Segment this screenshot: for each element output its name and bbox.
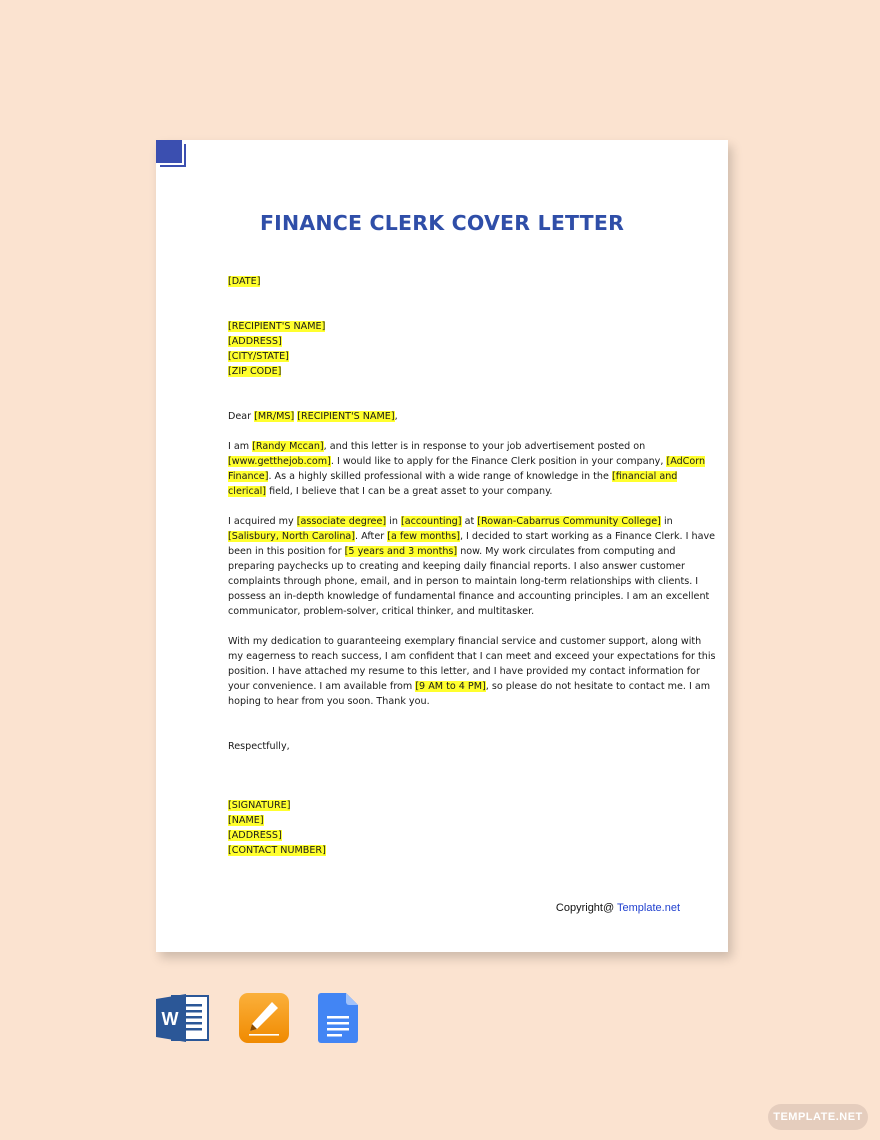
contact-placeholder: [CONTACT NUMBER] <box>228 845 326 856</box>
degree: [associate degree] <box>296 516 387 527</box>
pages-icon[interactable] <box>239 993 289 1043</box>
experience-length: [5 years and 3 months] <box>344 546 458 557</box>
letter-page <box>156 140 728 952</box>
name-placeholder: [NAME] <box>228 815 264 826</box>
paragraph-closing: With my dedication to guaranteeing exemplary financial service and customer support, along with my eagerness to reach success, I am confident that I can meet and exceed your expectations for this position. I have attached my resume to this letter, and I have provided my contact information for your convenience. I am available from [9 AM to 4 PM], so please do not hesitate to contact me. I am hoping to hear from you soon. Thank you. <box>228 636 716 707</box>
signature-placeholder: [SIGNATURE] <box>228 800 291 811</box>
letter-body <box>228 274 716 858</box>
availability: [9 AM to 4 PM] <box>415 681 486 692</box>
major: [accounting] <box>400 516 462 527</box>
address-placeholder: [ADDRESS] <box>228 830 282 841</box>
svg-text:W: W <box>161 1009 179 1029</box>
paragraph-intro: I am [Randy Mccan], and this letter is in response to your job advertisement posted on [www.getthejob.com]. I would like to apply for the Finance Clerk position in your company, [AdCorn Finance]. As a highly skilled professional with a wide range of knowledge in the [financial and clerical] field, I believe that I can be a great asset to your company. <box>228 441 706 497</box>
date-placeholder: [DATE] <box>228 276 261 287</box>
recipient-address: [ADDRESS] <box>228 336 282 347</box>
paragraph-experience: I acquired my [associate degree] in [accounting] at [Rowan-Cabarrus Community College] in [Salisbury, North Carolina]. After [a few months], I decided to start working as a Finance Clerk. I have been in this position for [5 years and 3 months] now. My work circulates from computing and preparing paychecks up to creating and keeping daily financial reports. I also answer customer complaints through phone, email, and in person to maintain long-term relationships with clients. I possess an in-depth knowledge of fundamental finance and accounting principles. I am an excellent communicator, problem-solver, critical thinker, and multitasker. <box>228 516 716 617</box>
recipient-name: [RECIPIENT'S NAME] <box>228 321 326 332</box>
recipient-block <box>228 319 680 379</box>
applicant-name: [Randy Mccan] <box>252 441 324 452</box>
document-title: FINANCE CLERK COVER LETTER <box>259 211 625 235</box>
college: [Rowan-Cabarrus Community College] <box>477 516 661 527</box>
field-name: [financial and <box>611 471 678 482</box>
closing-line: Respectfully, <box>228 741 290 752</box>
honorific-placeholder: [MR/MS] <box>254 411 295 422</box>
copyright-line: Copyright@ Template.net <box>555 902 680 914</box>
copyright-link[interactable]: Template.net <box>617 902 680 914</box>
recipient-zip: [ZIP CODE] <box>228 366 282 377</box>
signature-block <box>228 798 680 858</box>
company-name: [AdCorn <box>666 456 706 467</box>
google-docs-icon[interactable] <box>318 993 358 1043</box>
location: [Salisbury, North Carolina] <box>228 531 356 542</box>
duration-before: [a few months] <box>387 531 460 542</box>
salutation: Dear [MR/MS] [RECIPIENT'S NAME], <box>228 411 398 422</box>
template-net-badge: TEMPLATE.NET <box>768 1104 868 1130</box>
recipient-city-state: [CITY/STATE] <box>228 351 289 362</box>
recipient-name-placeholder: [RECIPIENT'S NAME] <box>297 411 395 422</box>
job-site: [www.getthejob.com] <box>228 456 331 467</box>
word-icon[interactable] <box>156 993 210 1043</box>
corner-bookmark-icon <box>156 140 186 167</box>
date-line <box>228 274 680 289</box>
